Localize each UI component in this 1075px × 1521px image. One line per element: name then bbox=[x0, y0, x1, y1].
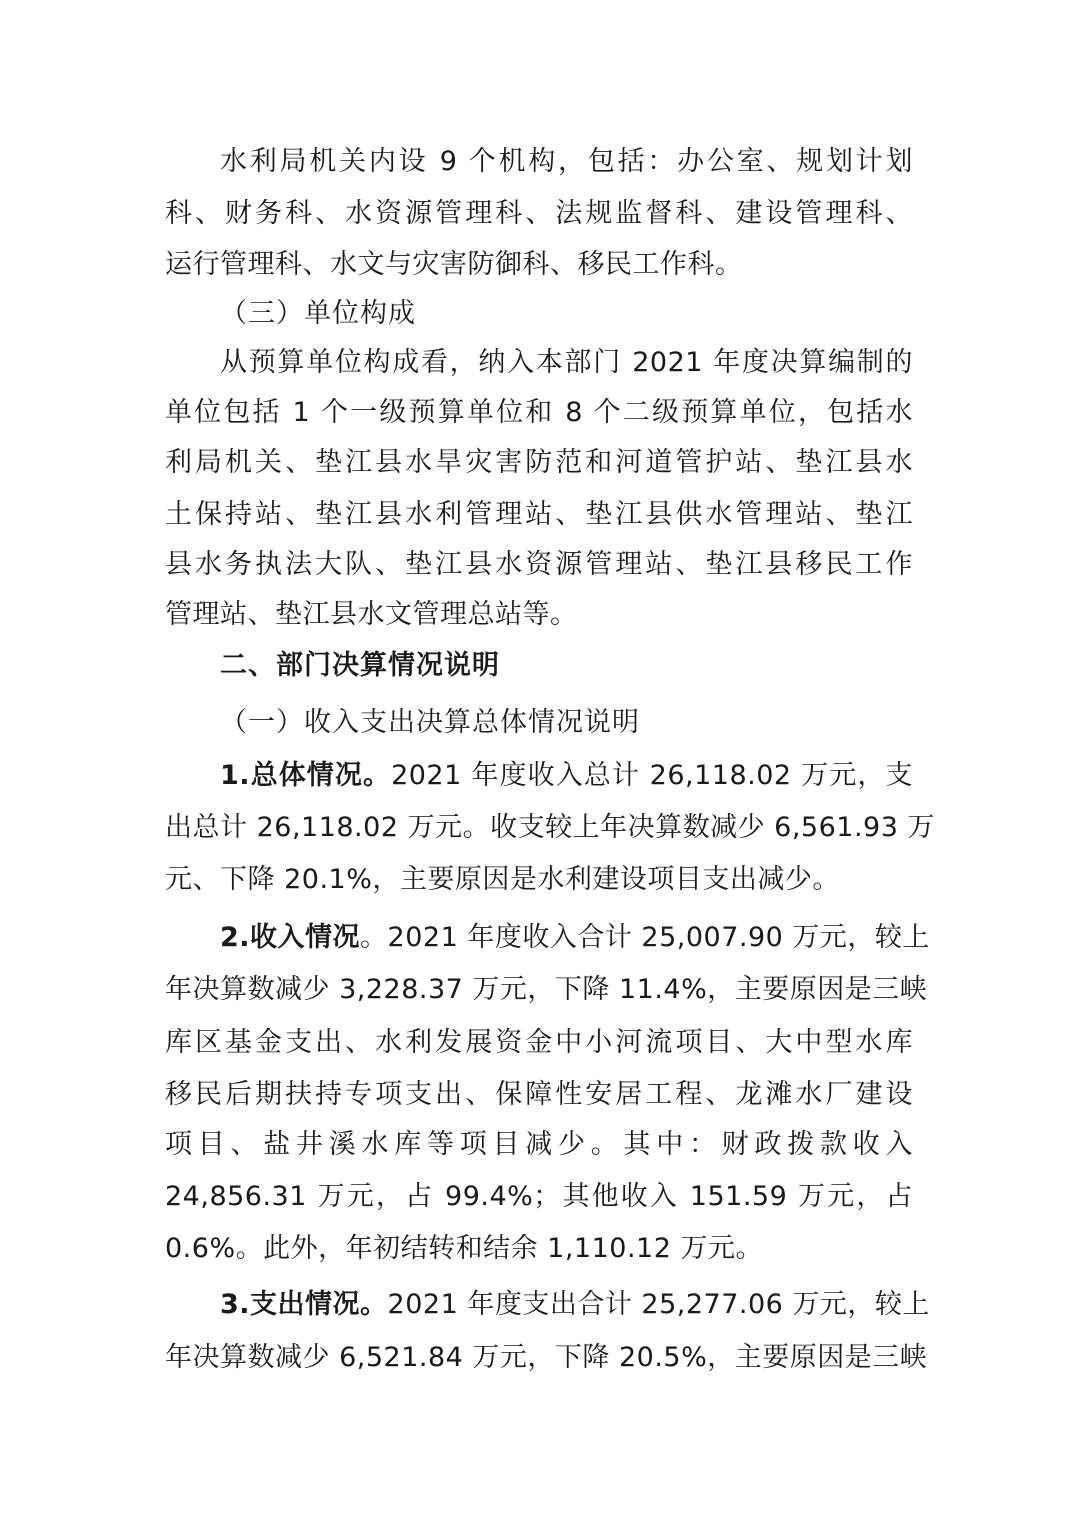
expenditure-first-rest: 2021 年度支出合计 25,277.06 万元，较上 bbox=[387, 1289, 930, 1320]
income-line-7: 0.6%。此外，年初结转和结余 1,110.12 万元。 bbox=[165, 1233, 763, 1264]
overall-line-2: 出总计 26,118.02 万元。收支较上年决算数减少 6,561.93 万 bbox=[165, 812, 935, 843]
units-line-5: 县水务执法大队、垫江县水资源管理站、垫江县移民工作 bbox=[165, 549, 913, 580]
overall-line-3: 元、下降 20.1%，主要原因是水利建设项目支出减少。 bbox=[165, 864, 840, 895]
expenditure-line-2: 年决算数减少 6,521.84 万元，下降 20.5%，主要原因是三峡 bbox=[165, 1342, 928, 1373]
heading-overall: （一）收入支出决算总体情况说明 bbox=[220, 707, 640, 738]
income-first-rest: 。2021 年度收入合计 25,007.90 万元，较上 bbox=[360, 922, 930, 953]
units-line-1: 从预算单位构成看，纳入本部门 2021 年度决算编制的 bbox=[220, 347, 913, 378]
units-line-6: 管理站、垫江县水文管理总站等。 bbox=[165, 599, 578, 630]
income-line-3: 库区基金支出、水利发展资金中小河流项目、大中型水库 bbox=[165, 1027, 913, 1058]
units-line-2: 单位包括 1 个一级预算单位和 8 个二级预算单位，包括水 bbox=[165, 397, 913, 428]
overall-first-rest: 2021 年度收入总计 26,118.02 万元，支 bbox=[391, 760, 914, 791]
income-line-4: 移民后期扶持专项支出、保障性安居工程、龙滩水厂建设 bbox=[165, 1079, 913, 1110]
heading-section-two: 二、部门决算情况说明 bbox=[220, 650, 500, 681]
income-line-1 bbox=[220, 918, 930, 958]
institutions-line-2: 科、财务科、水资源管理科、法规监督科、建设管理科、 bbox=[165, 198, 913, 229]
units-line-4: 土保持站、垫江县水利管理站、垫江县供水管理站、垫江 bbox=[165, 499, 913, 530]
expenditure-line-1 bbox=[220, 1285, 930, 1325]
overall-line-1 bbox=[220, 756, 913, 796]
heading-unit-composition: （三）单位构成 bbox=[220, 298, 416, 329]
income-line-2: 年决算数减少 3,228.37 万元，下降 11.4%，主要原因是三峡 bbox=[165, 974, 928, 1005]
income-lead: 2.收入情况 bbox=[220, 922, 361, 953]
income-line-6: 24,856.31 万元，占 99.4%；其他收入 151.59 万元，占 bbox=[165, 1181, 913, 1212]
units-line-3: 利局机关、垫江县水旱灾害防范和河道管护站、垫江县水 bbox=[165, 447, 913, 478]
expenditure-lead: 3.支出情况。 bbox=[220, 1289, 388, 1320]
income-line-5: 项目、盐井溪水库等项目减少。其中：财政拨款收入 bbox=[165, 1129, 913, 1160]
institutions-line-1: 水利局机关内设 9 个机构，包括：办公室、规划计划 bbox=[220, 146, 913, 177]
overall-lead: 1.总体情况。 bbox=[220, 760, 392, 791]
institutions-line-3: 运行管理科、水文与灾害防御科、移民工作科。 bbox=[165, 249, 743, 280]
